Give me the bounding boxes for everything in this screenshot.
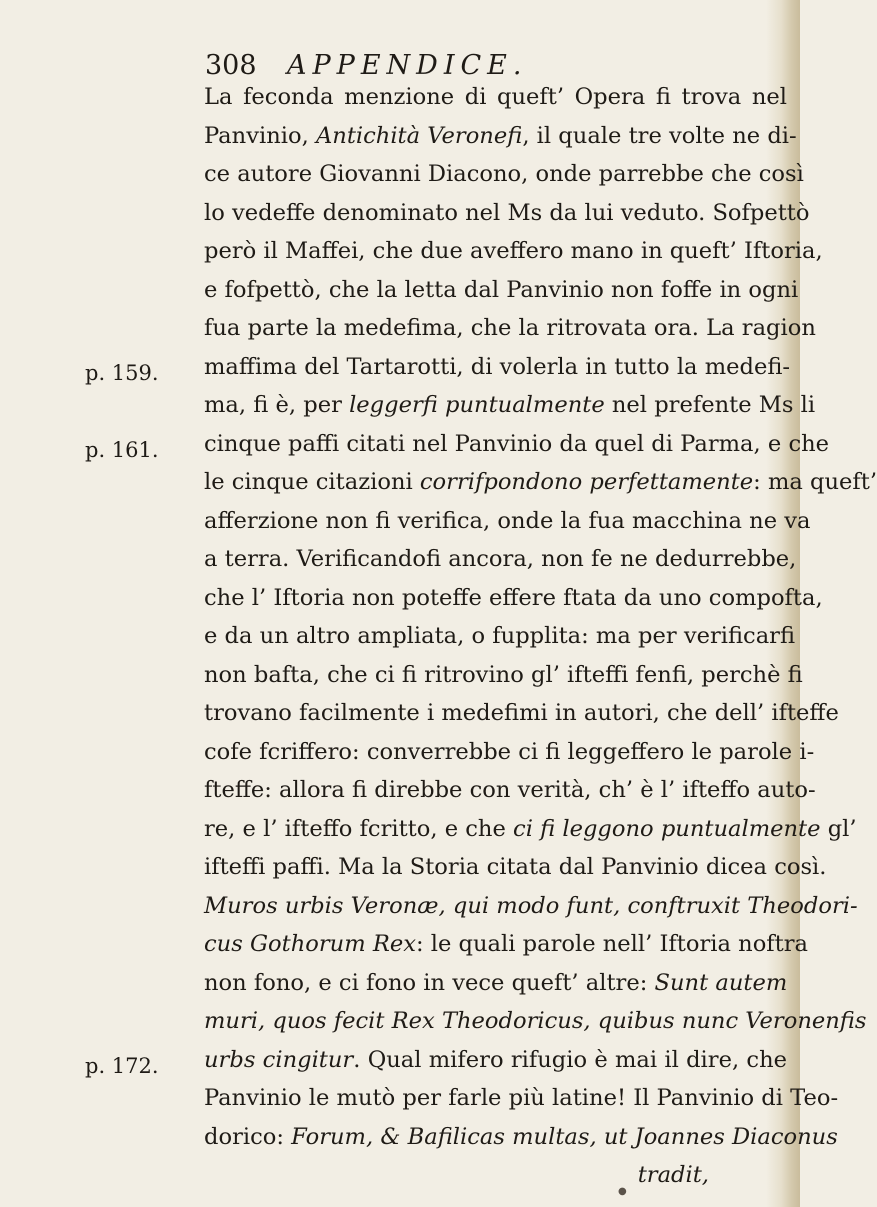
text-run: e da un altro ampliata, o fupplita: ma per verificarfi (204, 623, 796, 649)
page-number: 308 (205, 50, 257, 81)
italic-run: Forum, & Bafilicas multas, ut Joannes Diaconus (291, 1123, 838, 1150)
text-run: cinque paffi citati nel Panvinio da quel di Parma, e che (204, 430, 830, 457)
text-run: Panvinio le mutò per farle più latine! Il Panvinio di Teo- (204, 1085, 839, 1111)
text-line (204, 694, 839, 733)
body-text (204, 78, 877, 1195)
text-run: gl’ (820, 815, 857, 842)
text-line (204, 887, 858, 926)
text-line (204, 1041, 787, 1080)
text-run: ma, fi è, per (204, 392, 350, 418)
text-line (204, 194, 810, 233)
text-line (204, 656, 803, 695)
text-line (204, 78, 787, 117)
text-run: : le quali parole nell’ Iftoria noftra (415, 931, 809, 957)
text-run: . Qual mifero rifugio è mai il dire, che (353, 1046, 787, 1073)
text-line (204, 579, 823, 618)
text-line (204, 309, 816, 348)
text-run: non bafta, che ci fi ritrovino gl’ ifteffi fenfi, perchè fi (204, 661, 803, 688)
text-line (204, 810, 857, 849)
text-run: però il Maffei, che due aveffero mano in queft’ Iftoria, (204, 238, 823, 264)
text-line (204, 540, 797, 579)
text-line (204, 386, 816, 425)
italic-run: cus Gothorum Rex (204, 931, 416, 957)
text-run: e fofpettò, che la letta dal Panvinio non foffe in ogni (204, 276, 799, 303)
text-run: le cinque citazioni (204, 469, 420, 495)
italic-run: corrifpondono perfettamente (419, 469, 754, 495)
text-line (204, 1118, 838, 1157)
italic-run: leggerfi puntualmente (349, 392, 605, 418)
italic-run: Antichità Veronefi (315, 122, 523, 149)
text-line (204, 1079, 839, 1118)
text-line (204, 463, 877, 502)
text-run: a terra. Verificandofi ancora, non fe ne dedurrebbe, (204, 546, 797, 572)
text-run: maffima del Tartarotti, di volerla in tutto la medefi- (204, 353, 791, 380)
margin-note: p. 172. (85, 1054, 159, 1078)
text-run: : ma queft’ (753, 469, 877, 495)
text-run: , il quale tre volte ne di- (522, 122, 797, 149)
text-line (204, 617, 796, 656)
text-run: La feconda menzione di queft’ Opera fi trova nel (204, 84, 787, 110)
text-run: che l’ Iftoria non poteffe effere ftata da uno compofta, (204, 584, 823, 611)
text-line (204, 848, 827, 887)
text-line (204, 1156, 787, 1195)
italic-run: Sunt autem (654, 969, 788, 996)
text-line (204, 771, 816, 810)
text-run: trovano facilmente i medefimi in autori, che dell’ ifteffe (204, 700, 839, 726)
text-run: nel prefente Ms li (604, 392, 816, 418)
text-line (204, 1002, 867, 1041)
italic-run: tradit, (637, 1162, 709, 1188)
text-run: cofe fcriffero: converrebbe ci fi leggeffero le parole i- (204, 738, 815, 765)
italic-run: muri, quos fecit Rex Theodoricus, quibus nunc Veronenfis (204, 1008, 867, 1034)
running-title: APPENDICE. (287, 50, 528, 81)
margin-note: p. 159. (85, 361, 159, 385)
margin-note: p. 161. (85, 438, 159, 462)
text-run: ifteffi paffi. Ma la Storia citata dal Panvinio dicea così. (204, 854, 827, 880)
text-run: afferzione non fi verifica, onde la fua macchina ne va (204, 507, 811, 534)
text-line (204, 925, 809, 964)
text-line (204, 232, 823, 271)
text-line (204, 425, 830, 464)
text-run: non fono, e ci fono in vece queft’ altre: (204, 969, 655, 996)
italic-run: Muros urbis Veronæ, qui modo funt, conftruxit Theodori- (204, 892, 858, 919)
text-run: ce autore Giovanni Diacono, onde parrebbe che così (204, 161, 804, 187)
text-line (204, 117, 797, 156)
italic-run: ci fi leggono puntualmente (513, 815, 821, 842)
text-line (204, 733, 815, 772)
text-line (204, 155, 804, 194)
text-line (204, 502, 811, 541)
text-run: Panvinio, (204, 122, 316, 149)
text-run: re, e l’ ifteffo fcritto, e che (204, 815, 514, 842)
text-line (204, 964, 787, 1003)
text-run: fteffe: allora fi direbbe con verità, ch’ è l’ ifteffo auto- (204, 777, 816, 803)
text-line (204, 271, 799, 310)
text-line (204, 348, 791, 387)
ink-speck: ● (618, 1186, 627, 1197)
text-run: lo vedeffe denominato nel Ms da lui veduto. Sofpettò (204, 199, 810, 226)
text-run: fua parte la medefima, che la ritrovata ora. La ragion (204, 315, 816, 341)
text-run: dorico: (204, 1123, 292, 1150)
italic-run: urbs cingitur (204, 1046, 354, 1073)
